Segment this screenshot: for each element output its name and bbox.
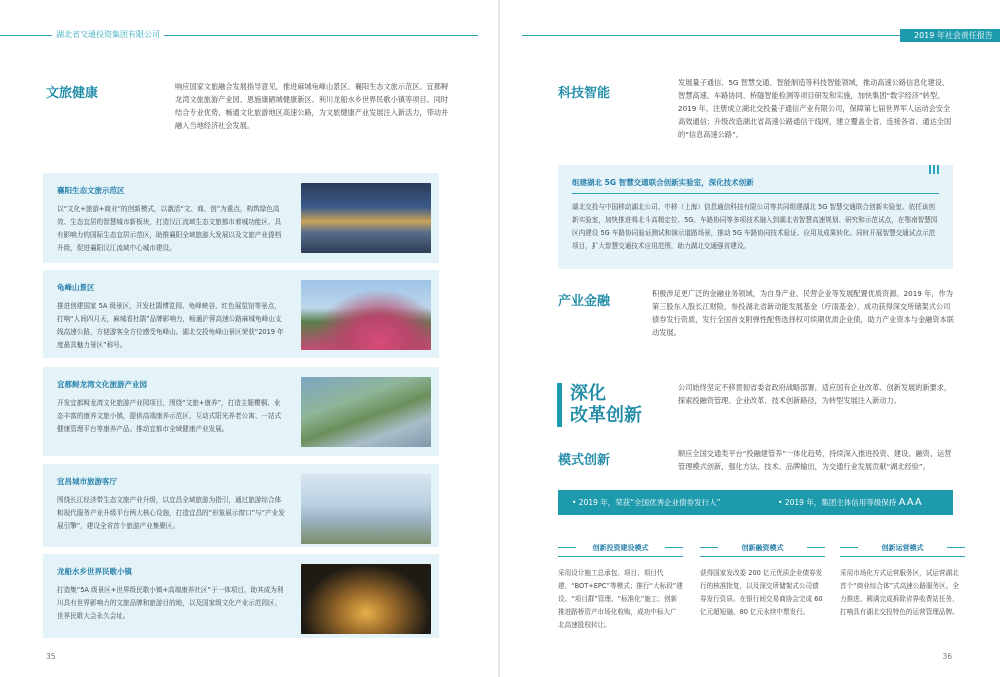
header-company: 湖北省交通投资集团有限公司 [52,29,164,40]
card-xiangyang [43,173,439,263]
reform-text: 公司始终坚定不移贯彻省委省政府战略部署，适应国有企业改革、创新发展的新要求，探索投融资管理、企业改革、技术创新路径，为转型发展注入新动力。 [678,383,952,405]
card-text: 以“文化+旅游+商业”的创新模式，以激活“文、商、创”为重点，构筑绿色高效、生态宜居的智慧城市新板块，打造汉江流域生态文旅都市着城功能区、具有影响力的国际生态宜居示范区，助推襄阳全域旅游大发展以及文旅产业提档升级，促进襄阳汉江流域中心城市建设。 [57,205,282,252]
card-yichang [43,464,439,547]
award-item-1: • 2019 年，荣获“全国优秀企业债券发行人” [572,498,721,507]
card-title: 宜都鲟龙湾文化旅游产业园 [57,380,147,389]
card-title: 龙船水乡世界民歌小镇 [57,567,132,576]
card-title: 龟峰山景区 [57,283,95,292]
wenlv-intro: 响应国家文旅融合发展指导意见，推进麻城龟峰山景区、襄阳生态文旅示范区、宜都鲟龙湾文旅旅游产业园、恩施康硒城健康新区、利川龙船水乡世界民歌小镇等项目。同时结合专业优势，畅通文化旅游地区高速公路，为文旅健康产业发展注入新活力，带动并融入当地经济社会发展。 [175,82,449,130]
card-text: 打造集“5A 级景区+世界级民歌小镇+高端康养社区”于一体项目，助其成为利川具有世界影响力的文旅品牌和旅游目的地，以及国家级文化产业示范园区、世界民歌大会永久会址。 [57,586,284,620]
column-title: 创新运营模式 [840,543,965,557]
model-text: 顺应全国交通类平台“投融建管养”一体化趋势，持续深入推进投资、建设、融资、运营管理模式创新，强化方法、技术、品牌输出，为交通行业发展贡献“湖北经验”。 [678,449,952,471]
section-title-finance: 产业金融 [558,294,611,309]
card-yidu [43,367,439,456]
highlight-text: 湖北交投与中国移动湖北公司、中移（上海）信息通信科技有限公司等共同组建湖北 5G 智慧交通联合创新实验室。依托该创新实验室，加快推进将北斗高精定位、5G、车路协同等多项技术融入到湖北省智慧高速规划、研究和示范试点，在鄂南智慧园区内建设 5G 车路协同验证测试和演示道路场景，推动 5G 车路协同技术验证、应用及成果转化。同时开展智慧交通试点示范项目，扩大智慧交通技术应用范围，助力湖北交通强省建设。 [572,203,938,250]
card-guifengshan [43,270,439,358]
award-item-2 [778,490,923,515]
tech-text: 发展量子通信、5G 智慧交通、智能制造等科技智能领域，推动高速公路信息化建设、智慧高速、车路协同、桥隧智能检测等项目研发和实施，加快集团“数字经济”转型。2019 年，注册成立湖北交投量子通信产业有限公司，保障第七届世界军人运动会安全高效通信；升级改造湖北省高速公路通信干线网，建立覆盖全省、连接各省、通达全国的“信息高速公路”。 [678,78,952,139]
card-longchuan [43,554,439,638]
decor-bars-icon [929,165,939,174]
right-page [500,0,1000,677]
card-title: 襄阳生态文旅示范区 [57,186,125,195]
column-text: 获得国家发改委 200 亿元优质企业债券发行的核准批复，以及深交所储架式公司债券发行资质。在银行间交易商协会完成 60 亿元超短融、80 亿元永续中票发行。 [700,569,823,616]
column-investment [558,543,683,632]
column-operation [840,543,965,619]
photo-riverside-park [301,377,431,447]
card-text: 围绕长江经济带生态文旅产业升级，以宜昌全域旅游为指引，通过旅游综合体和现代服务产业升级平台两大核心设施，打造宜昌的“形象展示窗口”与“产业发展引擎”，建设全省首个旅游产业集聚区。 [57,496,285,530]
reform-title [570,383,642,427]
award-item-2-text: • 2019 年，集团主体信用等级保持 [778,498,899,507]
section-title-wenlv: 文旅健康 [46,86,99,101]
column-text: 采用市场化方式运营服务区，试运营湖北首个“商业综合体”式高速公路服务区。全力推进、圆满完成拆除省界收费站任务，打响具有湖北交投特色的运营管理品牌。 [840,569,959,616]
page-number-left: 35 [46,652,56,661]
card-text: 推进创建国家 5A 级景区，开发杜鹃博览园、龟峰峡谷、红色展览馆等景点，打响“人间四月天，麻城看杜鹃”品牌影响力，畅通沪蓉高速公路麻城龟峰山支线高速公路，方便游客全方位感受龟峰山。湖北交投龟峰山景区荣获“2019 年度最具魅力景区”称号。 [57,302,284,349]
card-text: 开发宜都鲟龙湾文化旅游产业园项目，围绕“文旅+康养”，打造主题樱桐、业态丰富的康养文旅小镇，提供高端康养示范区、互动式阳光养老公寓、一站式健康管理平台等康养产品。推动宜都市全域健康产业发展。 [57,399,282,433]
photo-city-night [301,183,431,253]
photo-city-buildings [301,474,431,544]
awards-banner [558,490,953,515]
finance-text: 积极涉足更广泛的金融业务领域，为自身产业、民营企业等发展配置优质资源。2019 年，作为第三股东入股长江财险，参投湖北省新动能发展基金（疗雨基金），成功获得深交所储架式公司债券发行资质，发行全国首支附弹性配售选择权可续期优质企业债，助力产业资本与金融资本联动发展。 [652,289,954,337]
reform-title-line2: 改革创新 [570,405,642,426]
photo-mountain-azalea [301,280,431,350]
page-number-right: 36 [942,652,952,661]
card-title: 宜昌城市旅游客厅 [57,477,117,486]
reform-accent-bar [557,383,562,427]
column-financing [700,543,825,619]
photo-night-village [301,564,431,634]
reform-title-line1: 深化 [570,383,606,404]
highlight-box-5g [558,165,953,269]
section-title-model: 模式创新 [558,453,611,468]
highlight-title: 组建湖北 5G 智慧交通联合创新实验室，深化技术创新 [572,178,754,187]
column-text: 采用设计施工总承包、项目、项目代建、“BOT+EPC”等模式；推行“大标段”建设、“项目群”管理、“标准化”施工；创新推进路桥资产市场化收购，成功中标大广北高速股权转让。 [558,569,683,629]
header-report-tab: 2019 年社会责任报告 [900,29,1000,42]
column-title: 创新投资建设模式 [558,543,683,557]
highlight-divider [572,193,939,194]
credit-rating: AAA [898,497,923,508]
column-title: 创新融资模式 [700,543,825,557]
section-title-tech: 科技智能 [558,86,611,101]
